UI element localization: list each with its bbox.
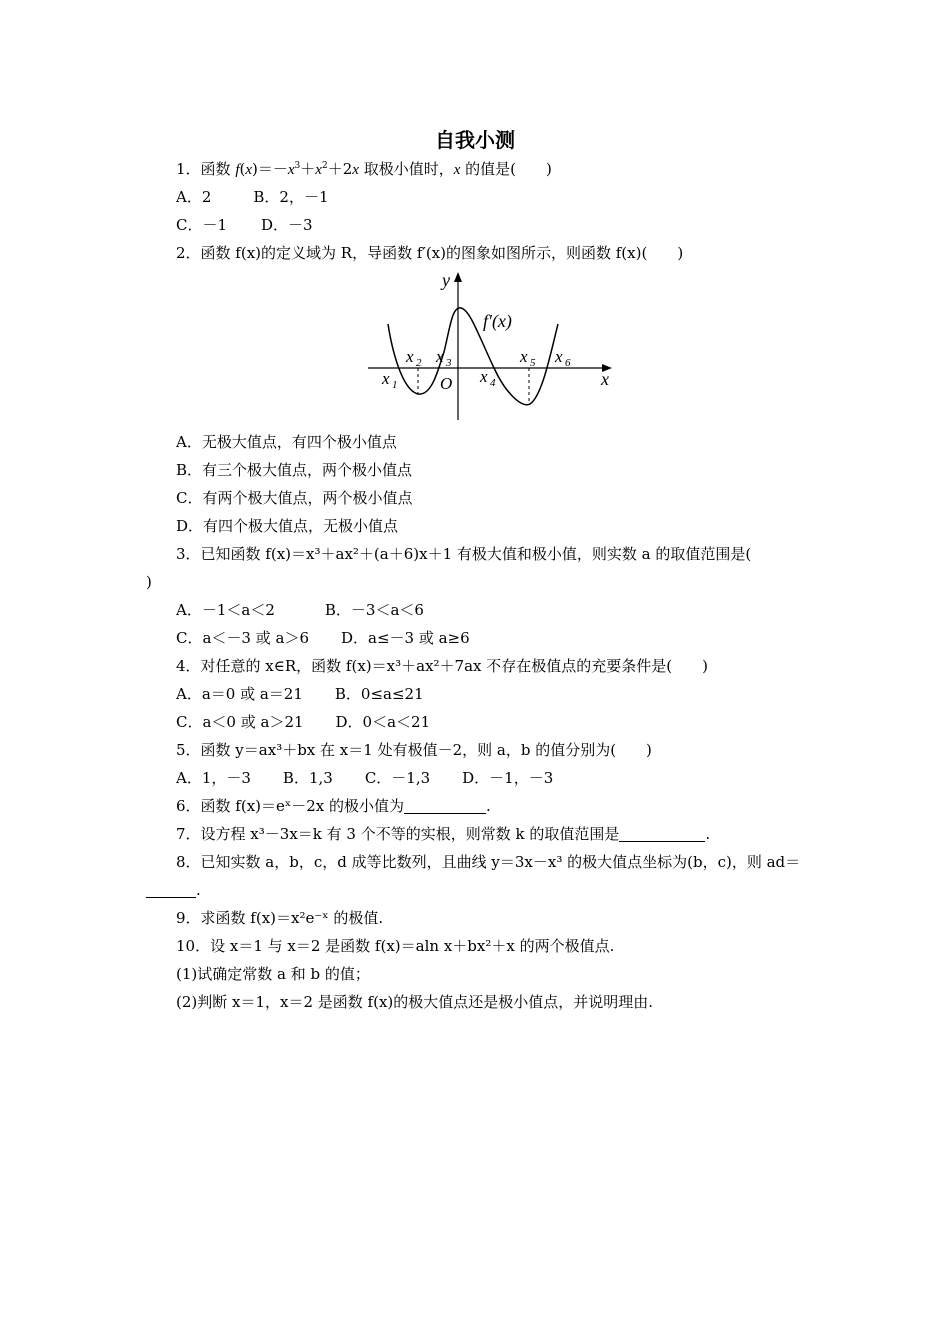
question-10-part-2: (2)判断 x＝1，x＝2 是函数 f(x)的极大值点还是极小值点，并说明理由. — [176, 993, 654, 1011]
question-5-stem: 5．函数 y＝ax³＋bx 在 x＝1 处有极值－2，则 a，b 的值分别为( ) — [176, 741, 652, 759]
question-2-option-c: C．有两个极大值点，两个极小值点 — [176, 489, 413, 507]
question-1-options-cd — [176, 215, 313, 235]
question-8: 8．已知实数 a，b，c，d 成等比数列，且曲线 y＝3x－x³ 的极大值点坐标为(b，c)，则 ad＝ — [176, 853, 801, 871]
option-b: B．－3＜a＜6 — [324, 601, 424, 619]
option-c: C．a＜－3 或 a＞6 — [176, 629, 309, 647]
label-x6-sub: 6 — [565, 357, 571, 369]
option-d: D．a≤－3 或 a≥6 — [341, 629, 470, 647]
page-title: 自我小测 — [435, 128, 515, 152]
option-b: B．0≤a≤21 — [334, 685, 424, 703]
label-x5-sub: 5 — [530, 357, 536, 369]
question-2-option-a: A．无极大值点，有四个极小值点 — [176, 433, 397, 451]
label-x1: x — [382, 369, 390, 388]
y-axis-label: y — [442, 270, 450, 290]
answer-blank — [146, 883, 196, 898]
option-d: D．－1，－3 — [462, 769, 554, 787]
option-c: C．a＜0 或 a＞21 — [176, 713, 304, 731]
label-x3-sub: 3 — [446, 357, 452, 369]
question-3-options-cd — [176, 628, 470, 648]
label-x4-sub: 4 — [490, 377, 496, 389]
origin-label: O — [440, 374, 453, 393]
question-4-stem: 4．对任意的 x∈R，函数 f(x)＝x³＋ax²＋7ax 不存在极值点的充要条件是( ) — [176, 657, 708, 675]
derivative-graph — [366, 268, 616, 426]
question-3-options-ab — [176, 600, 424, 620]
label-x1-sub: 1 — [392, 379, 398, 391]
curve-label: f′(x) — [483, 311, 512, 331]
label-x6: x — [555, 347, 563, 366]
option-d: D．0＜a＜21 — [335, 713, 431, 731]
label-x4: x — [480, 367, 488, 386]
option-b: B．1,3 — [282, 769, 333, 787]
question-4-options-cd — [176, 712, 430, 732]
x-axis-label: x — [601, 369, 609, 389]
question-3-stem-cont: ) — [146, 573, 152, 591]
question-1-options-ab — [176, 187, 329, 207]
option-a: A．a＝0 或 a＝21 — [176, 685, 303, 703]
option-a: A．1，－3 — [176, 769, 251, 787]
question-7: 7．设方程 x³－3x＝k 有 3 个不等的实根，则常数 k 的取值范围是 . — [176, 825, 711, 843]
label-x2-sub: 2 — [416, 357, 422, 369]
question-2-option-b: B．有三个极大值点，两个极小值点 — [176, 461, 413, 479]
answer-blank — [404, 799, 486, 814]
question-6: 6．函数 f(x)＝eˣ－2x 的极小值为 . — [176, 797, 491, 815]
option-b: B．2，－1 — [253, 188, 329, 206]
question-10-stem: 10．设 x＝1 与 x＝2 是函数 f(x)＝aln x＋bx²＋x 的两个极值点. — [176, 937, 615, 955]
label-x5: x — [520, 347, 528, 366]
option-d: D．－3 — [261, 216, 313, 234]
label-x2: x — [406, 347, 414, 366]
question-9: 9．求函数 f(x)＝x²e⁻ˣ 的极值. — [176, 909, 384, 927]
answer-blank — [619, 827, 705, 842]
question-4-options-ab — [176, 684, 424, 704]
option-c: C．－1 — [176, 216, 228, 234]
option-c: C．－1,3 — [364, 769, 431, 787]
option-a: A．2 — [176, 188, 212, 206]
question-10-part-1: (1)试确定常数 a 和 b 的值； — [176, 965, 370, 983]
question-2-stem: 2．函数 f(x)的定义域为 R，导函数 f′(x)的图象如图所示，则函数 f(x)( ) — [176, 244, 684, 262]
question-8-cont: . — [146, 880, 201, 900]
question-1-stem: 1．函数 $f(x)=-x^3+x^2+2x$ 取极小值时，x 的值是( ) — [176, 160, 552, 178]
question-3-stem: 3．已知函数 f(x)＝x³＋ax²＋(a＋6)x＋1 有极大值和极小值，则实数 a 的取值范围是( — [176, 545, 752, 563]
option-a: A．－1＜a＜2 — [176, 601, 275, 619]
y-axis-arrow — [454, 272, 462, 282]
label-x3: x — [436, 347, 444, 366]
question-2-option-d: D．有四个极大值点，无极小值点 — [176, 517, 399, 535]
question-5-options — [176, 768, 553, 788]
